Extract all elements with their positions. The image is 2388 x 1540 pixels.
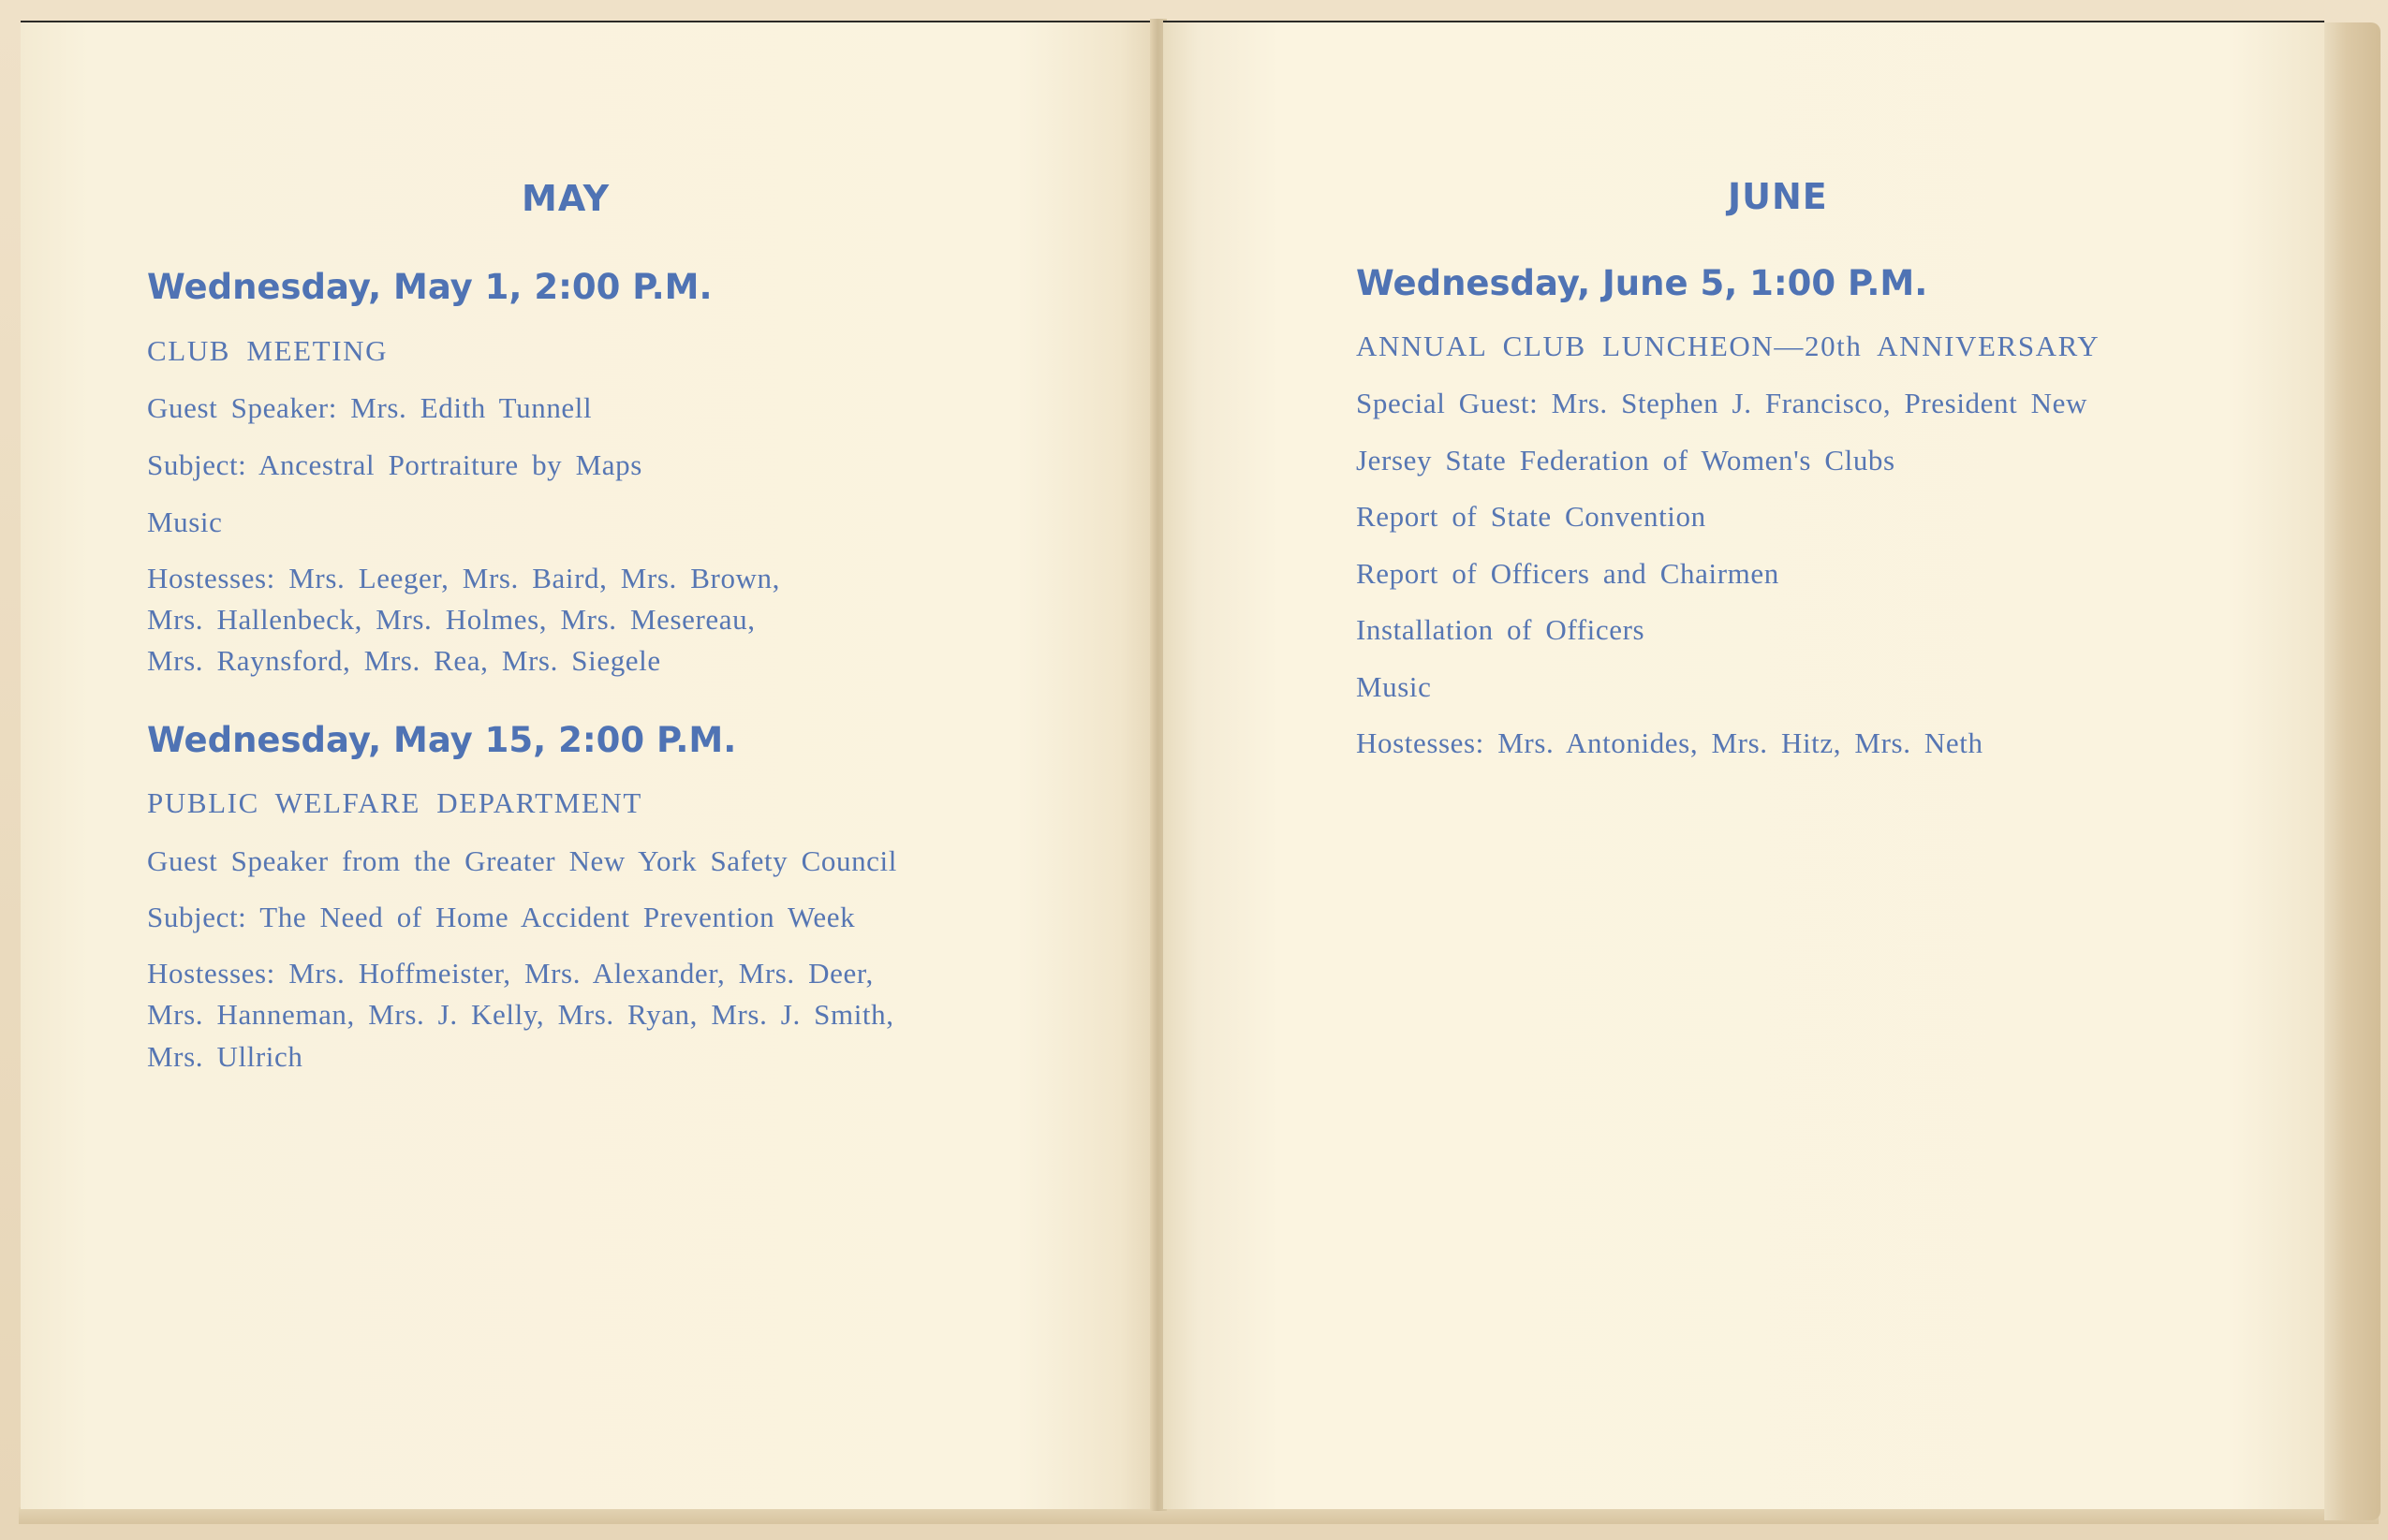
right-page xyxy=(1163,21,2324,1509)
event-title-public-welfare: PUBLIC WELFARE DEPARTMENT xyxy=(147,786,642,819)
event-date-june-5: Wednesday, June 5, 1:00 P.M. xyxy=(1356,263,1928,303)
event-subject: Subject: The Need of Home Accident Prevention Week xyxy=(147,901,856,933)
event-date-may-15: Wednesday, May 15, 2:00 P.M. xyxy=(147,720,737,760)
event-report-state-convention: Report of State Convention xyxy=(1356,500,1706,533)
event-guest-speaker: Guest Speaker: Mrs. Edith Tunnell xyxy=(147,391,593,424)
event-installation: Installation of Officers xyxy=(1356,613,1645,646)
booklet-right-edge xyxy=(2324,22,2381,1520)
event-report-officers: Report of Officers and Chairmen xyxy=(1356,557,1779,590)
event-special-guest-cont: Jersey State Federation of Women's Clubs xyxy=(1356,444,1895,477)
month-heading-may: MAY xyxy=(522,178,611,219)
booklet-bottom-edge xyxy=(19,1507,2379,1524)
event-hostesses-cont: Mrs. Raynsford, Mrs. Rea, Mrs. Siegele xyxy=(147,644,661,677)
event-subject: Subject: Ancestral Portraiture by Maps xyxy=(147,448,642,481)
event-hostesses: Hostesses: Mrs. Leeger, Mrs. Baird, Mrs. Brown, xyxy=(147,562,780,594)
event-music: Music xyxy=(147,506,223,538)
event-special-guest: Special Guest: Mrs. Stephen J. Francisco, President New xyxy=(1356,387,2087,419)
event-hostesses-cont: Mrs. Ullrich xyxy=(147,1040,303,1073)
event-hostesses: Hostesses: Mrs. Hoffmeister, Mrs. Alexander, Mrs. Deer, xyxy=(147,957,874,990)
event-guest-speaker: Guest Speaker from the Greater New York Safety Council xyxy=(147,844,897,877)
event-hostesses-cont: Mrs. Hallenbeck, Mrs. Holmes, Mrs. Mesereau, xyxy=(147,603,756,636)
event-hostesses: Hostesses: Mrs. Antonides, Mrs. Hitz, Mrs. Neth xyxy=(1356,726,1983,759)
left-page xyxy=(21,21,1154,1509)
event-date-may-1: Wednesday, May 1, 2:00 P.M. xyxy=(147,267,713,307)
event-music: Music xyxy=(1356,670,1432,703)
month-heading-june: JUNE xyxy=(1728,176,1828,217)
event-title-annual-luncheon: ANNUAL CLUB LUNCHEON—20th ANNIVERSARY xyxy=(1356,330,2101,362)
event-title-club-meeting: CLUB MEETING xyxy=(147,334,389,367)
event-hostesses-cont: Mrs. Hanneman, Mrs. J. Kelly, Mrs. Ryan, Mrs. J. Smith, xyxy=(147,998,894,1031)
